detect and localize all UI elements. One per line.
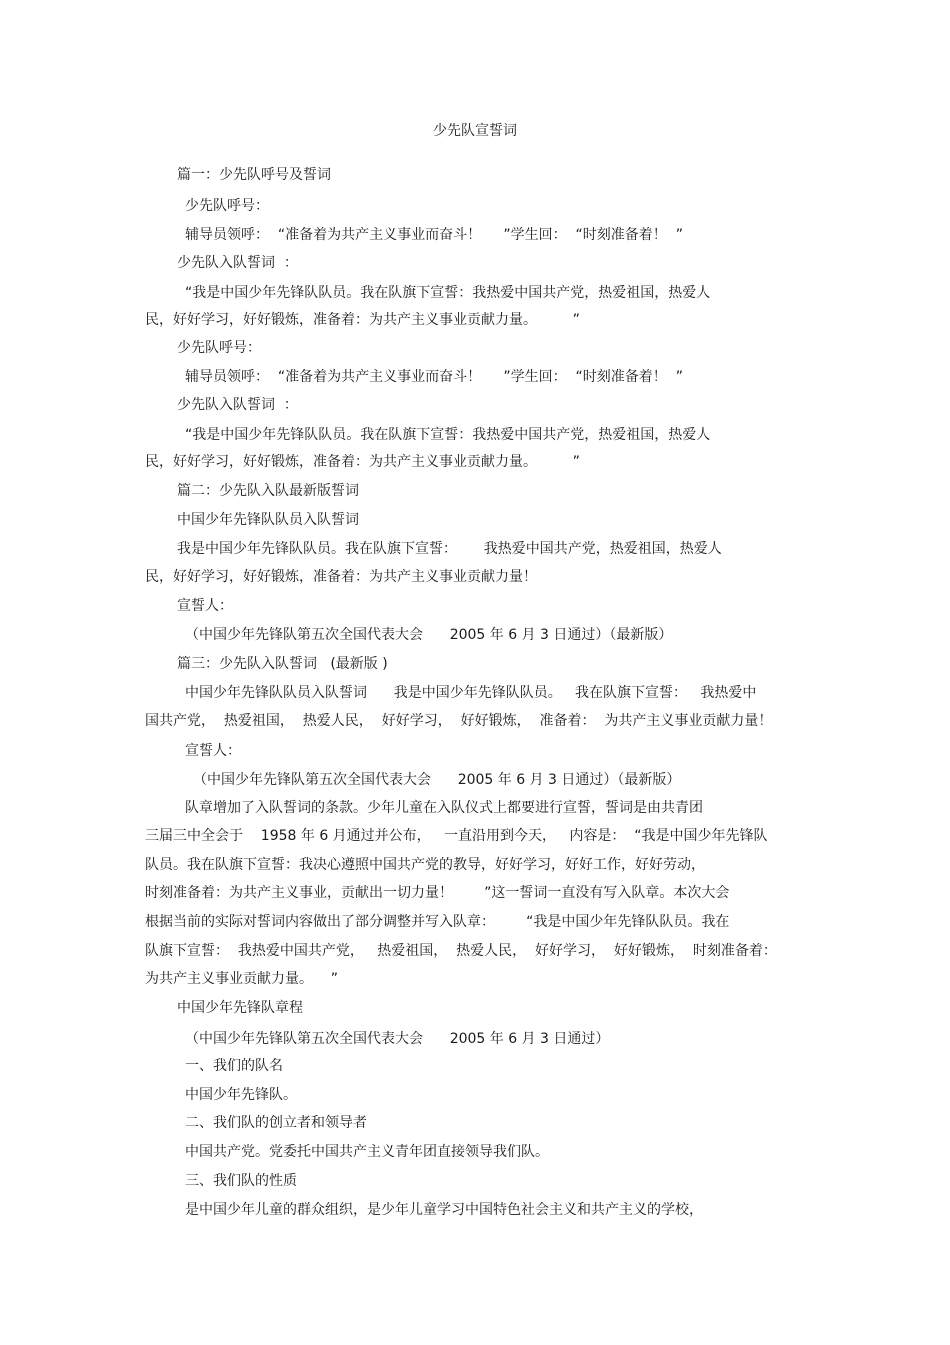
text-line: 少先队呼号：	[185, 198, 269, 214]
text-line: 三届三中全会于 1958 年 6 月通过并公布， 一直沿用到今天， 内容是： “我是中国少年先锋队	[145, 828, 768, 844]
section-heading-1: 篇一：少先队呼号及誓词	[177, 167, 331, 183]
text-line: 三、我们队的性质	[185, 1173, 297, 1189]
text-line: 二、我们队的创立者和领导者	[185, 1115, 367, 1131]
text-line: 辅导员领呼： “准备着为共产主义事业而奋斗！ ”学生回： “时刻准备着！ ”	[185, 227, 683, 243]
text-line: （中国少年先锋队第五次全国代表大会 2005 年 6 月 3 日通过）（最新版）	[193, 772, 681, 788]
text-line: 民，好好学习，好好锻炼，准备着：为共产主义事业贡献力量。 ”	[145, 312, 580, 328]
text-line: 少先队呼号：	[177, 340, 261, 356]
text-line: “我是中国少年先锋队队员。我在队旗下宣誓：我热爱中国共产党，热爱祖国，热爱人	[185, 285, 711, 301]
text-line: 中国少年先锋队队员入队誓词 我是中国少年先锋队队员。 我在队旗下宣誓： 我热爱中	[185, 685, 757, 701]
text-line: 中国少年先锋队队员入队誓词	[177, 512, 359, 528]
text-line: 队员。我在队旗下宣誓：我决心遵照中国共产党的教导，好好学习，好好工作，好好劳动，	[145, 857, 705, 873]
text-line: 中国共产党。党委托中国共产主义青年团直接领导我们队。	[185, 1144, 549, 1160]
text-line: 是中国少年儿童的群众组织，是少年儿童学习中国特色社会主义和共产主义的学校，	[185, 1202, 703, 1218]
text-line: 民，好好学习，好好锻炼，准备着：为共产主义事业贡献力量。 ”	[145, 454, 580, 470]
text-line: 少先队入队誓词 ：	[177, 397, 298, 413]
text-line: 一、我们的队名	[185, 1058, 283, 1074]
text-line: 辅导员领呼： “准备着为共产主义事业而奋斗！ ”学生回： “时刻准备着！ ”	[185, 369, 683, 385]
text-line: （中国少年先锋队第五次全国代表大会 2005 年 6 月 3 日通过）	[185, 1031, 610, 1047]
text-line: 队旗下宣誓： 我热爱中国共产党， 热爱祖国， 热爱人民， 好好学习， 好好锻炼， 时刻准备着：	[145, 943, 777, 959]
text-line: 根据当前的实际对誓词内容做出了部分调整并写入队章： “我是中国少年先锋队队员。我在	[145, 914, 730, 930]
section-heading-charter: 中国少年先锋队章程	[177, 1000, 303, 1016]
text-line: 少先队入队誓词 ：	[177, 255, 298, 271]
text-line: 中国少年先锋队。	[185, 1087, 297, 1103]
text-line: 为共产主义事业贡献力量。 ”	[145, 971, 339, 987]
text-line: 我是中国少年先锋队队员。我在队旗下宣誓： 我热爱中国共产党，热爱祖国，热爱人	[177, 541, 722, 557]
text-line: 国共产党， 热爱祖国， 热爱人民， 好好学习， 好好锻炼， 准备着： 为共产主义事业贡献力量！	[145, 713, 773, 729]
section-heading-3: 篇三：少先队入队誓词 (最新版 )	[177, 656, 388, 672]
text-line: 队章增加了入队誓词的条款。少年儿童在入队仪式上都要进行宣誓，誓词是由共青团	[185, 800, 703, 816]
section-heading-2: 篇二：少先队入队最新版誓词	[177, 483, 359, 499]
document-title: 少先队宣誓词	[433, 123, 517, 139]
text-line: 宣誓人：	[177, 598, 233, 614]
text-line: 宣誓人：	[185, 743, 241, 759]
text-line: （中国少年先锋队第五次全国代表大会 2005 年 6 月 3 日通过）（最新版）	[185, 627, 673, 643]
text-line: 时刻准备着：为共产主义事业，贡献出一切力量！ ”这一誓词一直没有写入队章。本次大会	[145, 885, 730, 901]
text-line: 民，好好学习，好好锻炼，准备着：为共产主义事业贡献力量！	[145, 569, 537, 585]
text-line: “我是中国少年先锋队队员。我在队旗下宣誓：我热爱中国共产党，热爱祖国，热爱人	[185, 427, 711, 443]
